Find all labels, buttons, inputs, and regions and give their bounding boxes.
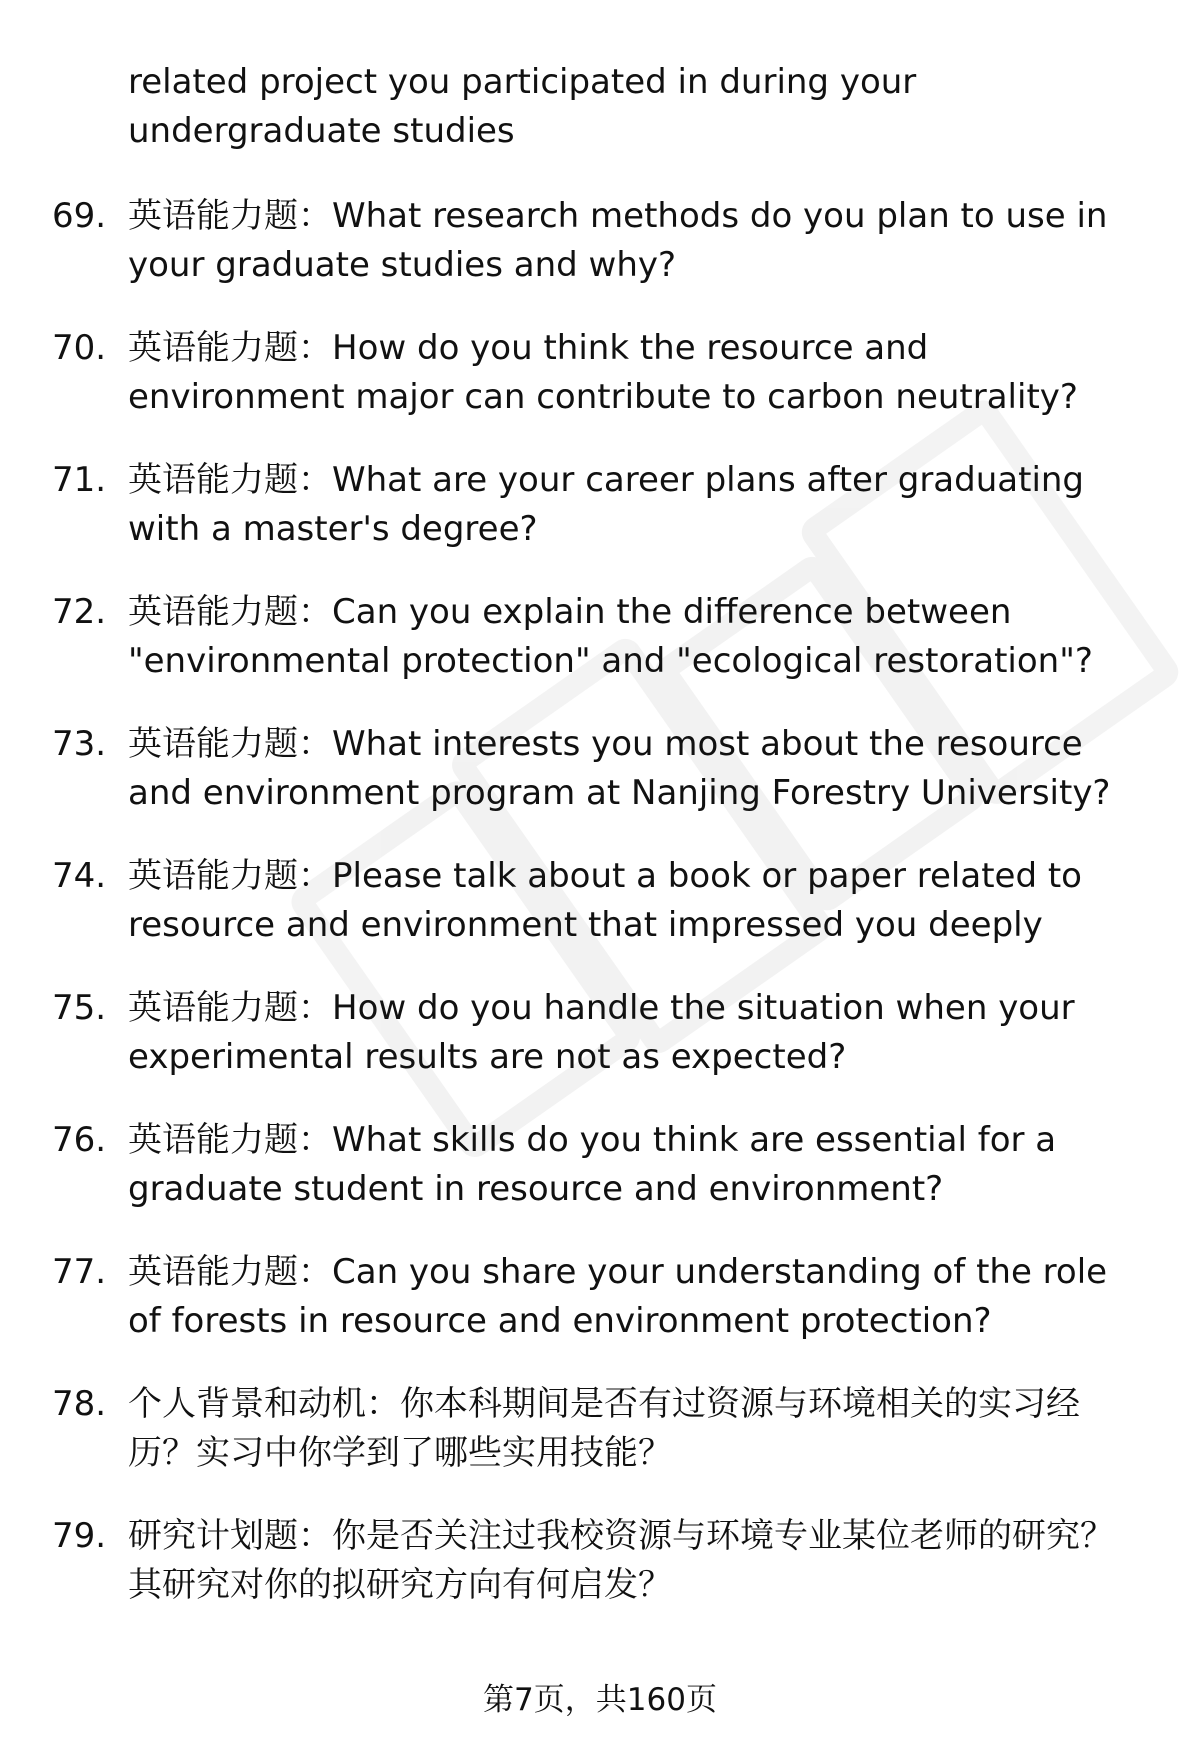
question-type-label: 英语能力题： bbox=[128, 592, 332, 632]
question-body bbox=[128, 720, 1138, 818]
question-text: What interests you most about the resource and environment program at Nanjing Forestry University? bbox=[128, 724, 1111, 813]
question-number: 72. bbox=[52, 592, 107, 632]
question-type-label: 英语能力题： bbox=[128, 460, 332, 500]
question-text: How do you think the resource and environment major can contribute to carbon neutrality? bbox=[128, 328, 1078, 417]
question-item-76 bbox=[52, 1116, 1152, 1214]
question-type-label: 研究计划题： bbox=[128, 1516, 332, 1556]
question-text: 你本科期间是否有过资源与环境相关的实习经历？实习中你学到了哪些实用技能？ bbox=[128, 1384, 1080, 1473]
question-type-label: 英语能力题： bbox=[128, 724, 332, 764]
question-body bbox=[128, 588, 1138, 686]
question-number: 74. bbox=[52, 856, 107, 896]
question-item-77 bbox=[52, 1248, 1152, 1346]
question-number: 76. bbox=[52, 1120, 107, 1160]
question-type-label: 英语能力题： bbox=[128, 328, 332, 368]
question-text: Can you share your understanding of the role of forests in resource and environment protection? bbox=[128, 1252, 1108, 1341]
question-text: What skills do you think are essential for a graduate student in resource and environment? bbox=[128, 1120, 1057, 1209]
question-body bbox=[128, 1512, 1138, 1610]
question-text: How do you handle the situation when your experimental results are not as expected? bbox=[128, 988, 1075, 1077]
question-body bbox=[128, 456, 1138, 554]
question-number: 79. bbox=[52, 1516, 107, 1556]
question-text: Can you explain the difference between "environmental protection" and "ecological restoration"? bbox=[128, 592, 1093, 681]
question-number: 75. bbox=[52, 988, 107, 1028]
question-type-label: 英语能力题： bbox=[128, 1252, 332, 1292]
question-type-label: 英语能力题： bbox=[128, 1120, 332, 1160]
question-type-label: 个人背景和动机： bbox=[128, 1384, 400, 1424]
question-body bbox=[128, 1248, 1138, 1346]
question-item-79 bbox=[52, 1512, 1152, 1610]
question-body bbox=[128, 192, 1138, 290]
question-body bbox=[128, 1116, 1138, 1214]
question-item-73 bbox=[52, 720, 1152, 818]
question-number: 78. bbox=[52, 1384, 107, 1424]
question-number: 69. bbox=[52, 196, 107, 236]
question-item-74 bbox=[52, 852, 1152, 950]
question-item-78 bbox=[52, 1380, 1152, 1478]
question-number: 77. bbox=[52, 1252, 107, 1292]
question-body bbox=[128, 324, 1138, 422]
question-text: Please talk about a book or paper related to resource and environment that impressed you deeply bbox=[128, 856, 1082, 945]
question-number: 70. bbox=[52, 328, 107, 368]
question-text: 你是否关注过我校资源与环境专业某位老师的研究？其研究对你的拟研究方向有何启发？ bbox=[128, 1516, 1114, 1605]
question-item-75 bbox=[52, 984, 1152, 1082]
question-type-label: 英语能力题： bbox=[128, 988, 332, 1028]
question-body bbox=[128, 984, 1138, 1082]
question-list bbox=[52, 58, 1152, 1644]
question-type-label: 英语能力题： bbox=[128, 196, 332, 236]
question-item-72 bbox=[52, 588, 1152, 686]
question-item-71 bbox=[52, 456, 1152, 554]
question-item-70 bbox=[52, 324, 1152, 422]
question-body bbox=[128, 852, 1138, 950]
question-text: What are your career plans after graduating with a master's degree? bbox=[128, 460, 1085, 549]
question-text: What research methods do you plan to use in your graduate studies and why? bbox=[128, 196, 1108, 285]
question-body bbox=[128, 1380, 1138, 1478]
question-number: 73. bbox=[52, 724, 107, 764]
question-item-69 bbox=[52, 192, 1152, 290]
page-number-footer: 第7页，共160页 bbox=[483, 1682, 717, 1718]
question-number: 71. bbox=[52, 460, 107, 500]
continued-question-text: related project you participated in during your undergraduate studies bbox=[128, 62, 917, 151]
question-type-label: 英语能力题： bbox=[128, 856, 332, 896]
